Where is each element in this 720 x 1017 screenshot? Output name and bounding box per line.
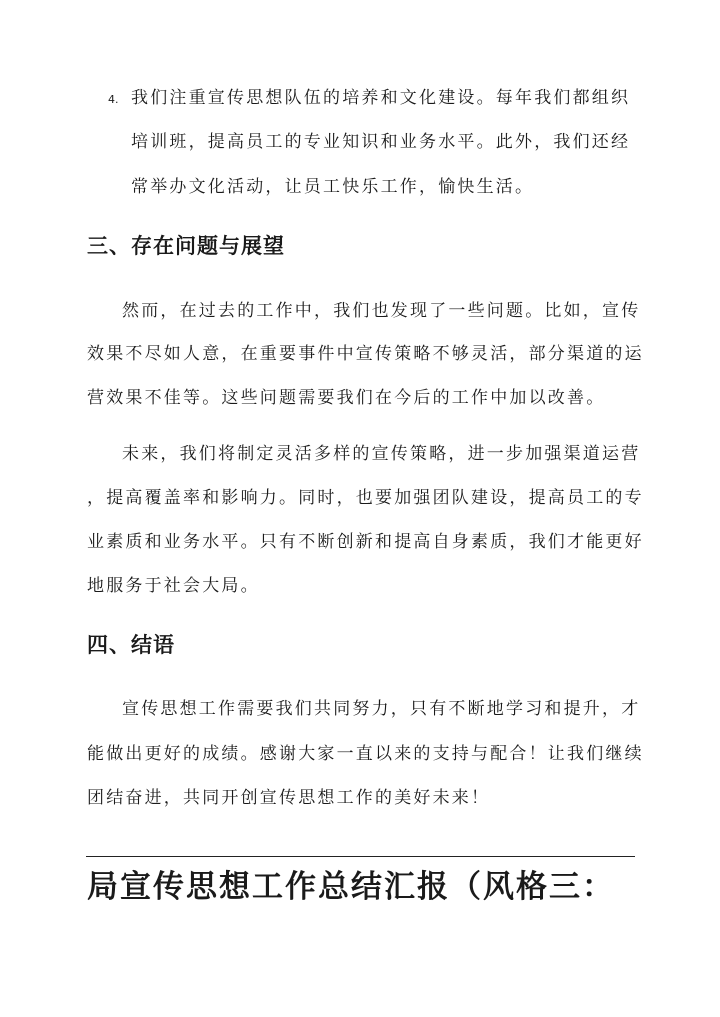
paragraph-line: ，提高覆盖率和影响力。同时，也要加强团队建设，提高员工的专 <box>87 488 644 508</box>
paragraph-line: 效果不尽如人意，在重要事件中宣传策略不够灵活，部分渠道的运 <box>87 344 644 364</box>
section-divider <box>86 856 635 857</box>
section-heading-conclusion: 四、结语 <box>87 633 175 657</box>
paragraph-line: 然而，在过去的工作中，我们也发现了一些问题。比如，宣传 <box>122 301 641 321</box>
paragraph-line: 地服务于社会大局。 <box>87 576 260 596</box>
next-document-title: 局宣传思想工作总结汇报（风格三： <box>87 869 615 905</box>
paragraph-line: 营效果不佳等。这些问题需要我们在今后的工作中加以改善。 <box>87 388 606 408</box>
list-item-line-3: 常举办文化活动，让员工快乐工作，愉快生活。 <box>131 177 535 197</box>
list-item-number: 4. <box>108 93 119 106</box>
paragraph-line: 业素质和业务水平。只有不断创新和提高自身素质，我们才能更好 <box>87 532 644 552</box>
paragraph-line: 未来，我们将制定灵活多样的宣传策略，进一步加强渠道运营 <box>122 444 641 464</box>
paragraph-line: 团结奋进，共同开创宣传思想工作的美好未来！ <box>87 788 491 808</box>
list-item-line-2: 培训班，提高员工的专业知识和业务水平。此外，我们还经 <box>131 132 631 152</box>
paragraph-line: 能做出更好的成绩。感谢大家一直以来的支持与配合！让我们继续 <box>87 744 644 764</box>
paragraph-line: 宣传思想工作需要我们共同努力，只有不断地学习和提升，才 <box>122 699 641 719</box>
list-item-line-1: 我们注重宣传思想队伍的培养和文化建设。每年我们都组织 <box>131 88 631 108</box>
section-heading-problems-outlook: 三、存在问题与展望 <box>87 234 285 258</box>
